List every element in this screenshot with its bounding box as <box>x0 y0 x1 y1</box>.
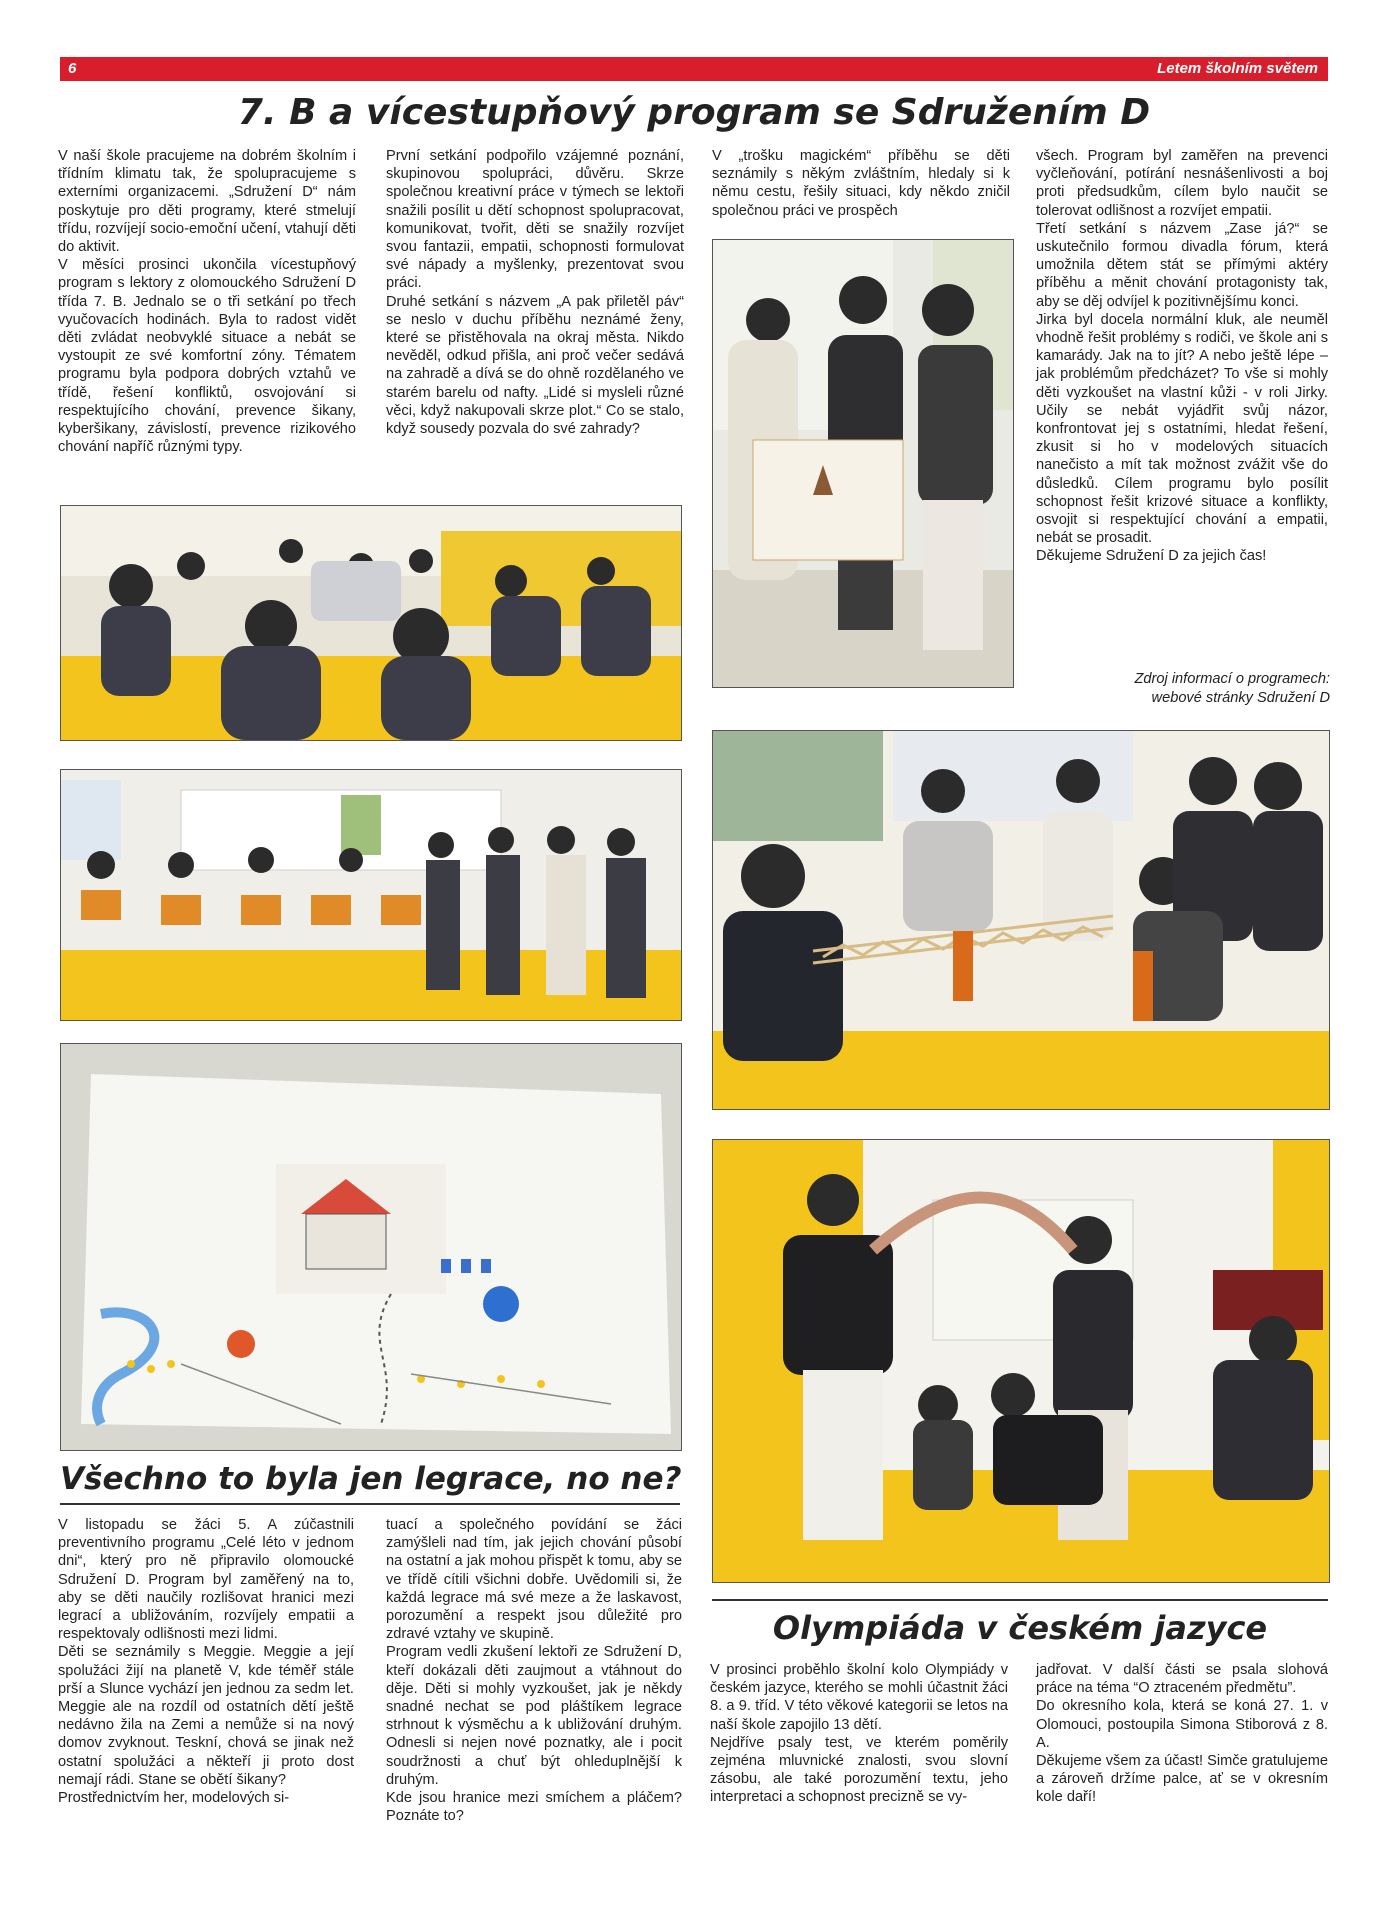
paragraph: Druhé setkání s názvem „A pak přiletěl páv“ se neslo v duchu příběhu neznámé ženy, které se přistěhovala na okraj města. Nikdo nevěděl, odkud přišla, ani proč večer sedává na zahradě a dívá se do ohně rozdělaného ve starém barelu od nafty. „Lidé si mysleli různé věci, když nakupovali skrze plot.“ Co se stalo, když sousedy pozvala do své zahrady? <box>386 293 684 438</box>
publication-title: Letem školním světem <box>1157 60 1318 77</box>
article1-column-2 <box>386 147 684 438</box>
photo-group-drawing <box>60 1043 682 1451</box>
article2-title: Všechno to byla jen legrace, no ne? <box>60 1461 682 1497</box>
paragraph: V naší škole pracujeme na dobrém školním i třídním klimatu tak, že spolupracujeme s externími organizacemi. „Sdružení D“ nám poskytuje pro děti programy, které stmelují třídu, rozvíjejí socio-emoční učení, vtahují děti do aktivit. <box>58 148 356 256</box>
page-number: 6 <box>68 60 77 77</box>
paragraph: Třetí setkání s názvem „Zase já?“ se uskutečnilo formou divadla fórum, která umožnila dětem stát se přímými aktéry příběhu a měnit chování protagonisty tak, aby se děj odvíjel k pozitivnějšímu konci. <box>1036 220 1328 310</box>
source-line: webové stránky Sdružení D <box>1151 690 1330 706</box>
article2-column-1 <box>58 1516 354 1807</box>
page-header-bar <box>60 57 1328 81</box>
photo-students-chairs <box>60 769 682 1021</box>
photo-students-with-bridge <box>712 730 1330 1110</box>
paragraph: jadřovat. V další části se psala slohová práce na téma “O ztraceném předmětu”. <box>1036 1662 1328 1697</box>
paragraph: V „trošku magickém“ příběhu se děti seznámily s někým zvláštním, hledaly si k němu cestu, řešily situaci, kdy někdo zničil společnou práci ve prospěch <box>712 148 1010 219</box>
paragraph: Děkujeme Sdružení D za jejich čas! <box>1036 548 1267 565</box>
photo-girls-with-banner <box>712 239 1014 688</box>
divider <box>60 1503 680 1505</box>
paragraph: Prostřednictvím her, modelových si- <box>58 1790 290 1807</box>
paragraph: Nejdříve psaly test, ve kterém poměrily zejména mluvnické znalosti, svou slovní zásobu, ale také porozumění textu, jeho interpretaci a schopnost precizně se vy- <box>710 1734 1008 1806</box>
paragraph: tuací a společného povídání se žáci zamýšleli nad tím, jak jejich chování působí na ostatní a jak mohou přispět k tomu, aby se ve třídě cítili všichni dobře. Uvědomili si, že každá legrace má své meze a že laskavost, porozumění a respekt jsou důležité pro zdravé vztahy ve skupině. <box>386 1517 682 1643</box>
paragraph: Do okresního kola, která se koná 27. 1. v Olomouci, postoupila Simona Stiborová z 8. A. <box>1036 1698 1328 1751</box>
article1-column-3 <box>712 147 1010 220</box>
paragraph: V listopadu se žáci 5. A zúčastnili preventivního programu „Celé léto v jednom dni“, který pro ně připravilo olomoucké Sdružení D. Program byl zaměřený na to, aby se děti naučily rozlišovat hranici mezi legrací a ubližováním, rozvíjely empatii a respektovaly odlišnosti mezi lidmi. <box>58 1517 354 1643</box>
source-note <box>1030 670 1330 708</box>
source-line: Zdroj informací o programech: <box>1134 671 1330 687</box>
photo-classroom-circle <box>60 505 682 741</box>
article3-column-1 <box>710 1661 1008 1807</box>
paragraph: Program vedli zkušení lektoři ze Sdružení D, kteří dokázali děti zaujmout a vtáhnout do děje. Děti si mohly vyzkoušet, jak je někdy snadné nechat se pod pláštíkem legrace strhnout k výsměchu a k ubližování druhým. Odnesli si nejen nové poznatky, ale i pocit soudržnosti a chuť být ohleduplnější k druhým. <box>386 1644 682 1788</box>
article1-column-4 <box>1036 147 1328 566</box>
paragraph: všech. Program byl zaměřen na prevenci vyčleňování, potírání nesnášenlivosti a boj proti předsudkům, cílem bylo naučit se tolerovat odlišnost a rozvíjet empatii. <box>1036 148 1328 219</box>
paragraph: V prosinci proběhlo školní kolo Olympiády v českém jazyce, kterého se mohli účastnit žáci 8. a 9. tříd. V této věkové kategorii se letos na naší škole zapojilo 13 dětí. <box>710 1662 1008 1733</box>
divider <box>712 1599 1328 1601</box>
article1-title: 7. B a vícestupňový program se Sdružením D <box>237 92 1151 133</box>
article3-title: Olympiáda v českém jazyce <box>772 1609 1268 1647</box>
paragraph: V měsíci prosinci ukončila vícestupňový program s lektory z olomouckého Sdružení D třída 7. B. Jednalo se o tři setkání po třech vyučovacích hodinách. Byla to radost vidět děti zvládat neobvyklé situace a nebát se vystoupit ze své komfortní zóny. Tématem programu byla podpora dobrých vztahů ve třídě, řešení konfliktů, osvojování si respektujícího chování, prevence šikany, kyberšikany, závislostí, prevence rizikového chování napříč různými typy. <box>58 257 356 456</box>
article2-column-2 <box>386 1516 682 1825</box>
paragraph: Kde jsou hranice mezi smíchem a pláčem? Poznáte to? <box>386 1790 682 1825</box>
paragraph: První setkání podpořilo vzájemné poznání, skupinovou spolupráci, důvěru. Skrze společnou kreativní práce v týmech se lektoři snažili posílit u dětí schopnost spolupracovat, komunikovat, tvořit, děti se snažily rozvíjet svou fantazii, empatii, schopnosti formulovat své nápady a myšlenky, prezentovat svou práci. <box>386 148 684 292</box>
paragraph: Jirka byl docela normální kluk, ale neuměl vhodně řešit problémy s rodiči, ve škole ani s kamarády. Jak na to jít? A nebo ještě lépe – jak problémům předcházet? To vše si mohly děti vyzkoušet na vlastní kůži - v roli Jirky. Učily se nebát vyjádřit svůj názor, konfrontovat jej s ostatními, hledat řešení, zkusit si ho v modelových situacích nanečisto a mít tak možnost zvážit vše do důsledků. Cílem programu bylo posílit schopnost řešit krizové situace a konflikty, osvojit si respektující chování a empatii, nebát se prosadit. <box>1036 311 1328 547</box>
paragraph: Děkujeme všem za účast! Simče gratulujeme a zároveň držíme palce, ať se v okresním kole daří! <box>1036 1753 1328 1806</box>
paragraph: Děti se seznámily s Meggie. Meggie a její spolužáci žijí na planetě V, kde téměř stále prší a Slunce vychází jen jednou za sedm let. Meggie ale na rozdíl od ostatních dětí ještě nedávno žila na Zemi a nemůže si na nový domov zvyknout. Teskní, chová se jinak než ostatní spolužáci a někteří ji proto dost nemají rádi. Stane se obětí šikany? <box>58 1644 354 1788</box>
photo-human-arch <box>712 1139 1330 1583</box>
article3-column-2 <box>1036 1661 1328 1807</box>
article1-column-1 <box>58 147 356 456</box>
